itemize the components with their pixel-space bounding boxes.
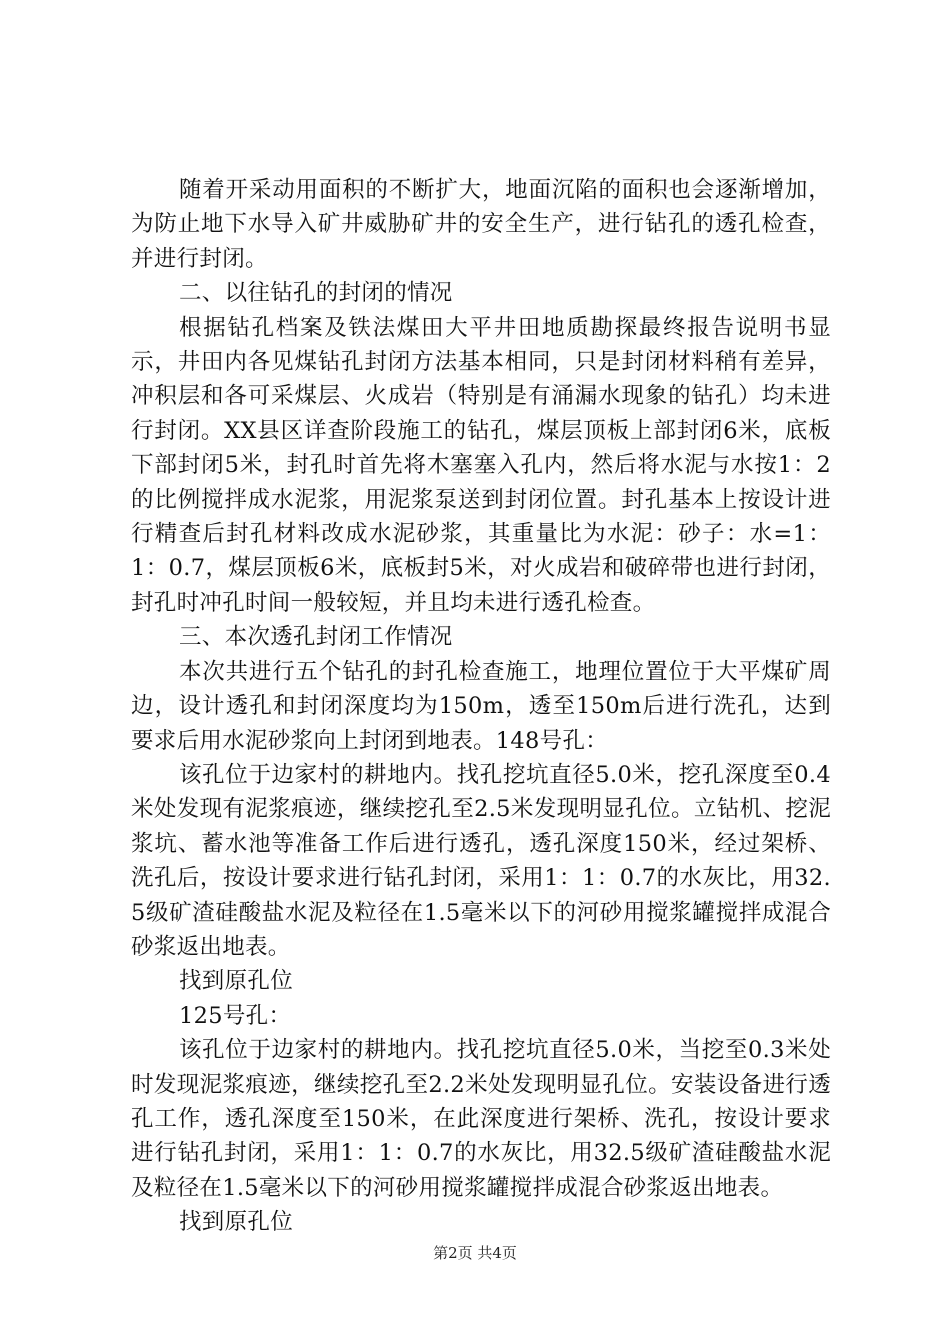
paragraph-hole-125: 该孔位于边家村的耕地内。找孔挖坑直径5.0米，当挖至0.3米处时发现泥浆痕迹，继续挖孔至2.2米处发现明显孔位。安装设备进行透孔工作，透孔深度至150米，在此深度进行架桥、洗孔，按设计要求进行钻孔封闭，采用1：1：0.7的水灰比，用32.5级矿渣硅酸盐水泥及粒径在1.5毫米以下的河砂用搅浆罐搅拌成混合砂浆返出地表。 [131,1037,831,1201]
document-body [131,173,831,1240]
section-heading-current-work: 三、本次透孔封闭工作情况 [179,624,453,651]
caption-found-hole-148: 找到原孔位 [179,968,294,995]
hole-125-label: 125号孔： [179,1002,292,1029]
paragraph-previous-sealing: 根据钻孔档案及铁法煤田大平井田地质勘探最终报告说明书显示，井田内各见煤钻孔封闭方法基本相同，只是封闭材料稍有差异，冲积层和各可采煤层、火成岩（特别是有涌漏水现象的钻孔）均未进行封闭。XX县区详查阶段施工的钻孔，煤层顶板上部封闭6米，底板下部封闭5米，封孔时首先将木塞塞入孔内，然后将水泥与水按1：2的比例搅拌成水泥浆，用泥浆泵送到封闭位置。封孔基本上按设计进行精查后封孔材料改成水泥砂浆，其重量比为水泥：砂子：水=1：1：0.7，煤层顶板6米，底板封5米，对火成岩和破碎带也进行封闭，封孔时冲孔时间一般较短，并且均未进行透孔检查。 [131,314,831,616]
paragraph-hole-148: 该孔位于边家村的耕地内。找孔挖坑直径5.0米，挖孔深度至0.4米处发现有泥浆痕迹，继续挖孔至2.5米发现明显孔位。立钻机、挖泥浆坑、蓄水池等准备工作后进行透孔，透孔深度150米，经过架桥、洗孔后，按设计要求进行钻孔封闭，采用1：1：0.7的水灰比，用32.5级矿渣硅酸盐水泥及粒径在1.5毫米以下的河砂用搅浆罐搅拌成混合砂浆返出地表。 [131,761,831,960]
paragraph-intro: 随着开采动用面积的不断扩大，地面沉陷的面积也会逐渐增加，为防止地下水导入矿井威胁矿井的安全生产，进行钻孔的透孔检查，并进行封闭。 [131,177,831,272]
caption-found-hole-125: 找到原孔位 [179,1209,294,1236]
section-heading-previous-sealing: 二、以往钻孔的封闭的情况 [179,280,453,307]
paragraph-current-work: 本次共进行五个钻孔的封孔检查施工，地理位置位于大平煤矿周边，设计透孔和封闭深度均为150m，透至150m后进行洗孔，达到要求后用水泥砂浆向上封闭到地表。148号孔： [131,658,831,754]
page-footer: 第2页 共4页 [433,1244,517,1262]
